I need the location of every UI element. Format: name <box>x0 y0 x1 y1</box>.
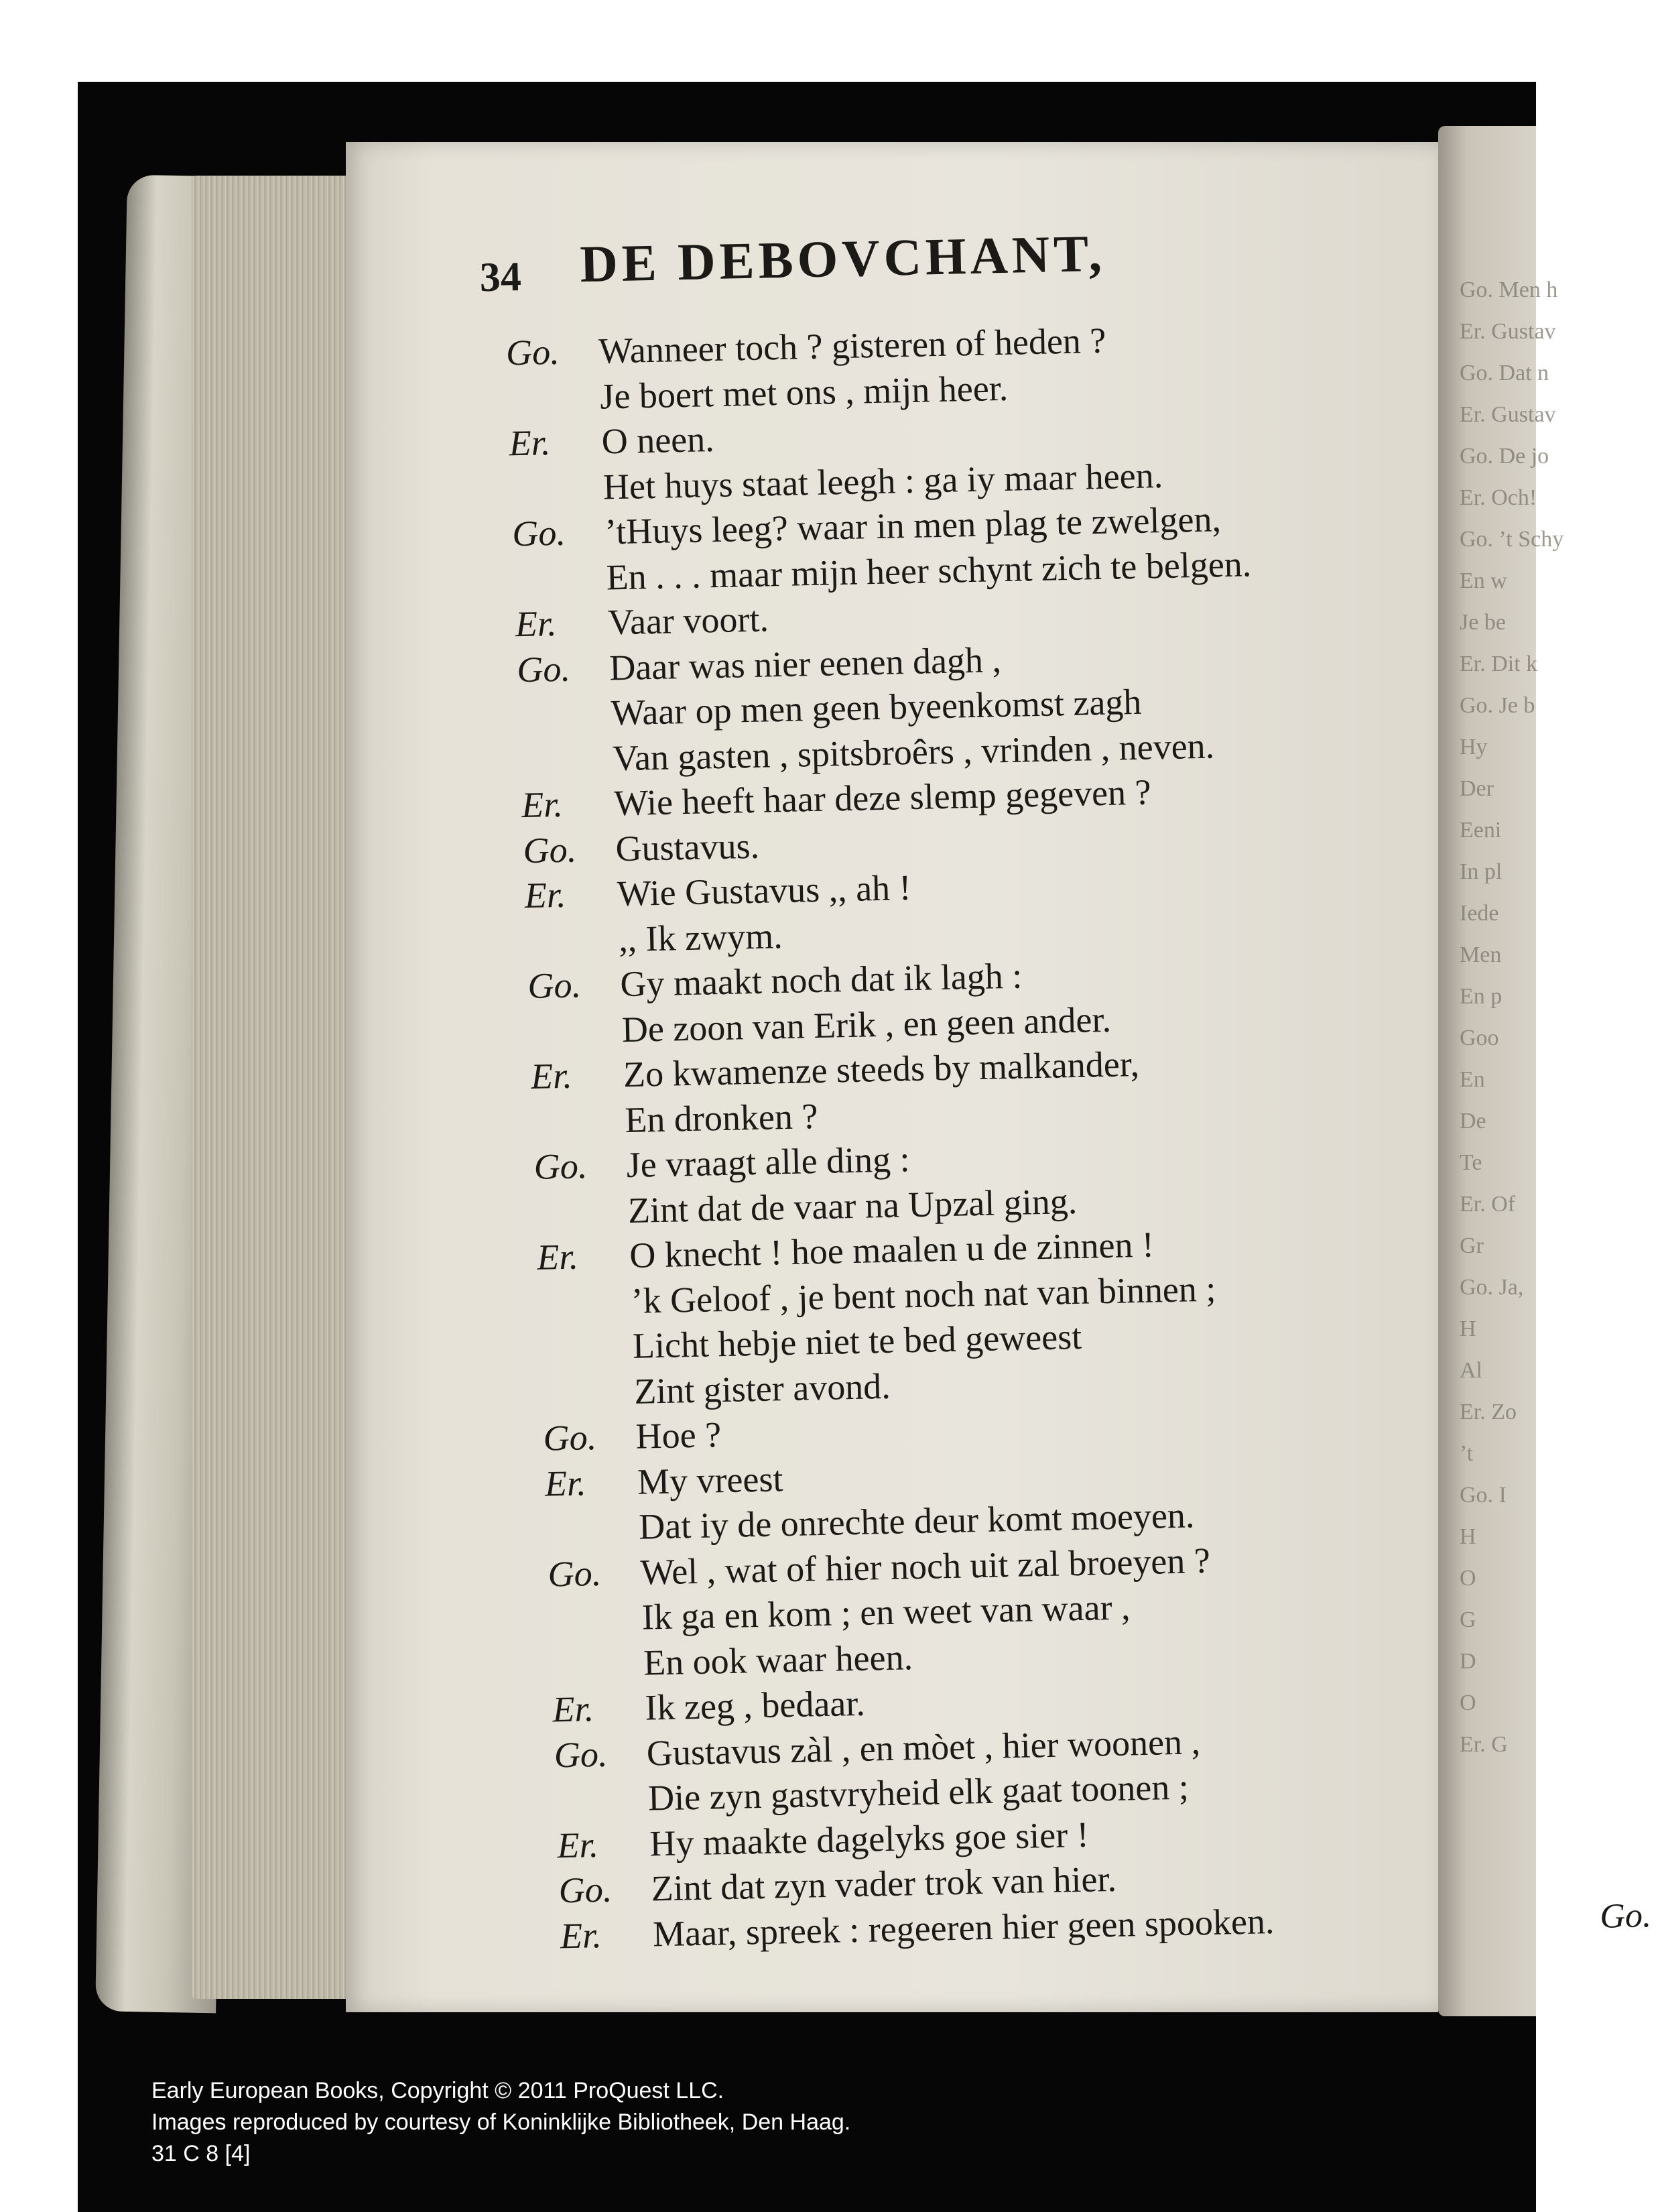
verse-text: En dronken ? <box>624 1095 818 1140</box>
speaker-label: Go. <box>554 1733 608 1775</box>
facing-page-fragment: Go. Dat n <box>1460 361 1549 385</box>
verse-text: Gy maakt noch dat ik lagh : <box>619 955 1023 1005</box>
facing-page-fragment: Go. Men h <box>1460 278 1558 302</box>
facing-page-fragment: ’t <box>1460 1441 1474 1466</box>
speaker-label: Go. <box>543 1417 597 1459</box>
verse-text: Licht hebje niet te bed geweest <box>632 1316 1082 1366</box>
facing-page-fragment: Er. Of <box>1460 1192 1516 1217</box>
speaker-label: Go. <box>522 828 577 871</box>
speaker-label: Er. <box>544 1462 587 1504</box>
verse-text: Zint gister avond. <box>633 1365 891 1412</box>
scan-background <box>78 82 1652 2212</box>
footer <box>151 2075 850 2170</box>
speaker-label: Er. <box>524 874 567 916</box>
speaker-label: Er. <box>515 603 558 645</box>
facing-page-fragment: Men <box>1460 942 1502 967</box>
verse-text: Wie heeft haar deze slemp gegeven ? <box>613 772 1152 824</box>
facing-page-fragment: Er. Och! <box>1460 485 1537 510</box>
page-edges <box>192 176 353 1999</box>
facing-page-fragment: Er. G <box>1460 1732 1508 1757</box>
verse-text: Waar op men geen byeenkomst zagh <box>610 681 1142 733</box>
verse-text: En . . . maar mijn heer schynt zich te belgen. <box>606 543 1252 597</box>
facing-page-fragment: In pl <box>1460 859 1503 884</box>
speaker-label: Er. <box>556 1824 599 1865</box>
footer-courtesy: Images reproduced by courtesy of Koninklijke Bibliotheek, Den Haag. <box>151 2109 851 2135</box>
verse-text: Maar, spreek : regeeren hier geen spooken. <box>652 1900 1275 1954</box>
speaker-label: Go. <box>547 1552 602 1595</box>
verse-text: My vreest <box>637 1458 783 1502</box>
verse-text: Zint dat de vaar na Upzal ging. <box>627 1180 1078 1231</box>
verse-text: De zoon van Erik , en geen ander. <box>621 999 1112 1050</box>
speaker-label: Go. <box>505 331 560 373</box>
facing-page-text <box>1460 269 1564 1766</box>
facing-page-fragment: G <box>1460 1607 1476 1632</box>
verse-text: Zo kwamenze steeds by malkander, <box>623 1043 1140 1095</box>
speaker-label: Go. <box>558 1869 613 1911</box>
facing-page-fragment: De <box>1460 1109 1486 1133</box>
verse-text: Gustavus. <box>615 825 760 869</box>
facing-page-fragment: En w <box>1460 568 1507 593</box>
facing-page-fragment: Hy <box>1460 735 1488 759</box>
facing-page-fragment: Gr <box>1460 1233 1484 1258</box>
facing-page-fragment: Der <box>1460 776 1494 801</box>
verse-text: Wie Gustavus ,, ah ! <box>617 867 912 914</box>
facing-page-fragment: H <box>1460 1316 1476 1341</box>
footer-copyright: Early European Books, Copyright © 2011 ProQuest LLC. <box>151 2078 724 2103</box>
speaker-label: Er. <box>536 1236 579 1278</box>
verse-text: Vaar voort. <box>607 599 769 643</box>
verse-text: ’tHuys leeg? waar in men plag te zwelgen, <box>604 499 1222 552</box>
speaker-label: Er. <box>509 422 551 464</box>
verse-text: Ik ga en kom ; en weet van waar , <box>641 1587 1131 1638</box>
verse-text: Het huys staat leegh : ga iy maar heen. <box>602 454 1163 507</box>
speaker-label: Go. <box>527 965 582 1007</box>
facing-page-fragment: O <box>1460 1566 1476 1591</box>
verse-text: Je vraagt alle ding : <box>626 1139 911 1186</box>
verse-text: En ook waar heen. <box>643 1636 913 1683</box>
facing-page-fragment: D <box>1460 1649 1476 1674</box>
verse-text: Wanneer toch ? gisteren of heden ? <box>598 320 1106 371</box>
verse-text: ,, Ik zwym. <box>618 915 783 959</box>
verse-text: O neen. <box>601 419 715 462</box>
facing-page-fragment: O <box>1460 1691 1476 1715</box>
facing-page-fragment: Goo <box>1460 1026 1499 1050</box>
facing-page-fragment: Je be <box>1460 610 1506 635</box>
facing-page-fragment: En p <box>1460 984 1503 1009</box>
facing-page-fragment: Er. Gustav <box>1460 402 1556 427</box>
speaker-label: Er. <box>521 784 564 826</box>
facing-page-fragment: Go. Je b <box>1460 693 1535 718</box>
speaker-label: Er. <box>552 1688 594 1730</box>
facing-page-fragment: H <box>1460 1524 1476 1549</box>
verse-text: Die zyn gastvryheid elk gaat toonen ; <box>647 1766 1190 1819</box>
facing-page-fragment: Al <box>1460 1358 1482 1383</box>
page-number: 34 <box>479 254 522 301</box>
speaker-label: Er. <box>560 1914 602 1956</box>
speaker-label: Go. <box>533 1146 588 1187</box>
verse-text: Daar was nier eenen dagh , <box>609 639 1002 688</box>
facing-page-fragment: Eeni <box>1460 818 1502 843</box>
facing-page-fragment: Er. Gustav <box>1460 319 1556 344</box>
facing-page-fragment: Er. Zo <box>1460 1400 1517 1424</box>
facing-page-fragment: En <box>1460 1067 1485 1092</box>
facing-page-fragment: Er. Dit k <box>1460 652 1538 676</box>
verse-text: Dat iy de onrechte deur komt moeyen. <box>638 1495 1195 1547</box>
facing-page-fragment: Iede <box>1460 901 1499 926</box>
speaker-label: Go. <box>511 512 566 554</box>
verse-text: Wel , wat of hier noch uit zal broeyen ? <box>639 1540 1211 1593</box>
running-head: DE DEBOVCHANT, <box>579 223 1106 294</box>
footer-shelfmark: 31 C 8 [4] <box>151 2141 251 2166</box>
catchword: Go. <box>1599 1896 1652 1936</box>
facing-page-fragment: Go. ’t Schy <box>1460 527 1564 552</box>
verse-text: Hy maakte dagelyks goe sier ! <box>649 1814 1090 1864</box>
verse-text: Van gasten , spitsbroêrs , vrinden , neven. <box>612 725 1215 778</box>
verse-text: Ik zeg , bedaar. <box>644 1682 866 1728</box>
facing-page-fragment: Go. Ja, <box>1460 1275 1524 1300</box>
verse-text: Gustavus zàl , en mòet , hier woonen , <box>646 1721 1201 1774</box>
facing-page-fragment: Go. I <box>1460 1483 1507 1508</box>
facing-page-fragment: Te <box>1460 1150 1482 1175</box>
verse-text: ’k Geloof , je bent noch nat van binnen ; <box>631 1268 1216 1321</box>
verse-text: Hoe ? <box>635 1414 722 1457</box>
speaker-label: Er. <box>530 1055 573 1097</box>
speaker-label: Go. <box>516 648 571 690</box>
verse-text: Zint dat zyn vader trok van hier. <box>651 1858 1117 1909</box>
facing-page-fragment: Go. De jo <box>1460 444 1549 469</box>
verse-text: Je boert met ons , mijn heer. <box>599 367 1009 417</box>
verse-text: O knecht ! hoe maalen u de zinnen ! <box>629 1224 1155 1276</box>
